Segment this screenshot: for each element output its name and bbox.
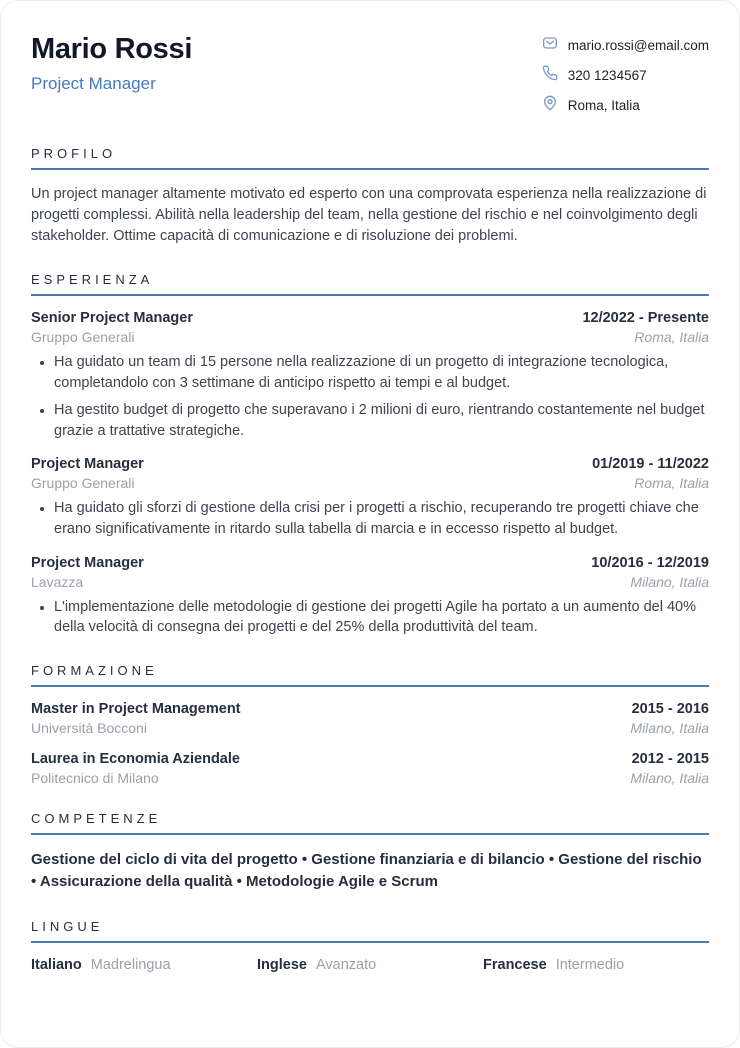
profile-text: Un project manager altamente motivato ed esperto con una comprovata esperienza nella realizzazione di progetti complessi. Abilità nella leadership del team, nella gestione del rischio e nel coinvolgimento degli stakeholder. Ottime capacità di comunicazione e di risoluzione dei problemi. bbox=[31, 186, 707, 245]
section-education bbox=[31, 663, 709, 786]
job-title: Project Manager bbox=[31, 456, 144, 473]
section-skills bbox=[31, 811, 709, 894]
job-location: Roma, Italia bbox=[634, 329, 709, 346]
job-title: Senior Project Manager bbox=[31, 310, 193, 327]
job-bullet: • L'implementazione delle metodologie di gestione dei progetti Agile ha portato a un aumento del 40% della velocità di consegna dei progetti e del 25% della produttività del team. bbox=[54, 597, 709, 638]
language-level: Madrelingua bbox=[90, 956, 171, 973]
section-heading-profile: PROFILO bbox=[31, 146, 709, 170]
languages-grid bbox=[31, 957, 709, 973]
language-item bbox=[483, 957, 709, 973]
education-entry bbox=[31, 751, 709, 786]
section-experience bbox=[31, 272, 709, 638]
section-heading-languages: LINGUE bbox=[31, 919, 709, 943]
candidate-name: Mario Rossi bbox=[31, 33, 193, 65]
job-bullet: • Ha gestito budget di progetto che superavano i 2 milioni di euro, rientrando costantemente nel budget grazie a trattative strategiche. bbox=[54, 400, 709, 441]
education-entry bbox=[31, 701, 709, 736]
contact-block bbox=[542, 33, 709, 116]
degree-title: Laurea in Economia Aziendale bbox=[31, 750, 240, 767]
education-location: Milano, Italia bbox=[630, 769, 709, 786]
contact-location-row bbox=[542, 95, 709, 116]
skills-list: Gestione del ciclo di vita del progetto • Gestione finanziaria e di bilancio • Gestione del rischio • Assicurazione della qualità • Metodologie Agile e Scrum bbox=[31, 850, 702, 891]
job-location: Roma, Italia bbox=[634, 475, 709, 492]
contact-email-row bbox=[542, 35, 709, 56]
language-name: Francese bbox=[483, 956, 547, 973]
job-dates: 01/2019 - 11/2022 bbox=[592, 456, 709, 473]
language-name: Italiano bbox=[31, 956, 82, 973]
envelope-icon bbox=[542, 35, 558, 56]
job-bullet: • Ha guidato gli sforzi di gestione della crisi per i progetti a rischio, recuperando tre progetti chiave che erano significativamente in ritardo sulla tabella di marcia e in eccesso rispetto al budget. bbox=[54, 498, 709, 539]
job-location: Milano, Italia bbox=[630, 573, 709, 590]
job-dates: 10/2016 - 12/2019 bbox=[591, 554, 709, 571]
location-pin-icon bbox=[542, 95, 558, 116]
language-name: Inglese bbox=[257, 956, 307, 973]
candidate-title: Project Manager bbox=[31, 74, 156, 93]
section-profile bbox=[31, 146, 709, 247]
contact-location: Roma, Italia bbox=[567, 98, 640, 113]
section-heading-education: FORMAZIONE bbox=[31, 663, 709, 687]
education-location: Milano, Italia bbox=[630, 719, 709, 736]
job-title: Project Manager bbox=[31, 554, 144, 571]
school-name: Università Bocconi bbox=[31, 719, 147, 736]
job-entry bbox=[31, 456, 709, 539]
contact-email: mario.rossi@email.com bbox=[567, 38, 709, 53]
section-heading-skills: COMPETENZE bbox=[31, 811, 709, 835]
job-bullets bbox=[31, 597, 709, 638]
job-bullets bbox=[31, 352, 709, 441]
education-dates: 2012 - 2015 bbox=[631, 750, 709, 767]
language-item bbox=[31, 957, 257, 973]
education-dates: 2015 - 2016 bbox=[631, 700, 709, 717]
school-name: Politecnico di Milano bbox=[31, 769, 159, 786]
job-company: Lavazza bbox=[31, 573, 84, 590]
job-entry bbox=[31, 310, 709, 441]
job-company: Gruppo Generali bbox=[31, 329, 135, 346]
contact-phone-row bbox=[542, 65, 709, 86]
degree-title: Master in Project Management bbox=[31, 700, 241, 717]
language-item bbox=[257, 957, 483, 973]
section-languages bbox=[31, 919, 709, 973]
job-company: Gruppo Generali bbox=[31, 475, 135, 492]
phone-icon bbox=[542, 65, 558, 86]
language-level: Intermedio bbox=[555, 956, 625, 973]
job-bullet: • Ha guidato un team di 15 persone nella realizzazione di un progetto di integrazione tecnologica, completandolo con 3 settimane di anticipo rispetto ai tempi e al budget. bbox=[54, 352, 709, 393]
job-dates: 12/2022 - Presente bbox=[582, 310, 709, 327]
contact-phone: 320 1234567 bbox=[567, 68, 647, 83]
section-heading-experience: ESPERIENZA bbox=[31, 272, 709, 296]
language-level: Avanzato bbox=[315, 956, 377, 973]
job-bullets bbox=[31, 498, 709, 539]
job-entry bbox=[31, 555, 709, 638]
identity-block bbox=[31, 33, 192, 94]
resume-header bbox=[31, 33, 709, 116]
